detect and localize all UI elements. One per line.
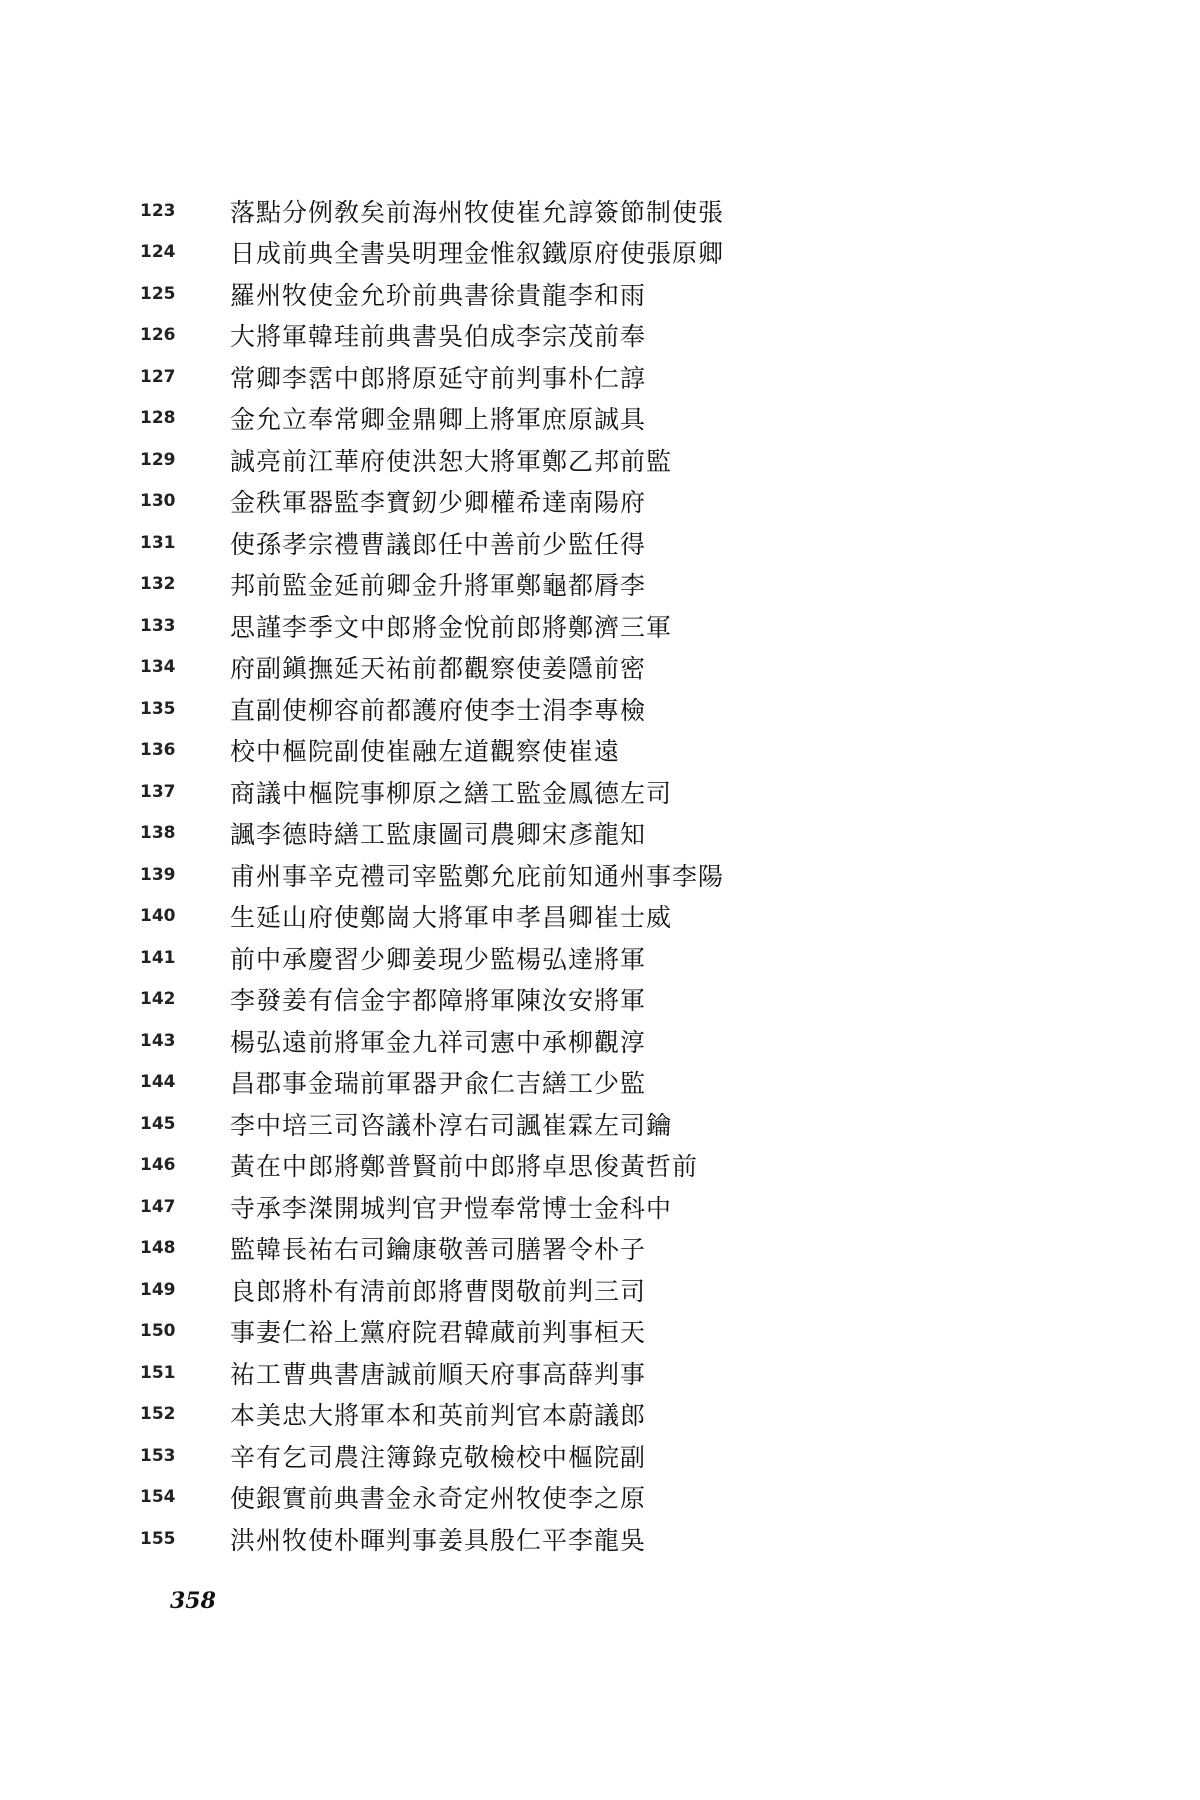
text-line — [140, 1518, 780, 1560]
line-text: 金允立奉常卿金鼎卿上將軍庶原誠具 — [230, 405, 647, 435]
line-number: 145 — [140, 1113, 176, 1134]
line-number: 153 — [140, 1445, 176, 1466]
line-text: 洪州牧使朴暉判事姜具殷仁平李龍吳 — [230, 1525, 647, 1555]
page-number: 358 — [170, 1588, 216, 1614]
line-number: 130 — [140, 491, 176, 512]
text-line — [140, 315, 780, 357]
line-number: 129 — [140, 449, 176, 470]
text-line — [140, 564, 780, 606]
text-line — [140, 356, 780, 398]
text-line — [140, 854, 780, 896]
line-number: 149 — [140, 1279, 176, 1300]
line-number: 134 — [140, 657, 176, 678]
text-line — [140, 647, 780, 689]
line-text: 誠亮前江華府使洪恕大將軍鄭乙邦前監 — [230, 446, 673, 476]
line-number: 133 — [140, 615, 176, 636]
line-text: 諷李德時繕工監康圖司農卿宋彥龍知 — [230, 820, 647, 850]
line-number: 150 — [140, 1321, 176, 1342]
text-line — [140, 937, 780, 979]
line-text: 大將軍韓珪前典書吳伯成李宗茂前奉 — [230, 322, 647, 352]
line-text: 常卿李霑中郎將原延守前判事朴仁諄 — [230, 363, 647, 393]
text-line — [140, 522, 780, 564]
text-line — [140, 1062, 780, 1104]
text-line — [140, 398, 780, 440]
line-text: 昌郡事金瑞前軍器尹兪仁吉繕工少監 — [230, 1069, 647, 1099]
line-text: 使銀實前典書金永奇定州牧使李之原 — [230, 1484, 647, 1514]
line-number: 123 — [140, 200, 176, 221]
line-number: 126 — [140, 325, 176, 346]
line-number: 146 — [140, 1155, 176, 1176]
line-number: 131 — [140, 532, 176, 553]
text-line — [140, 1103, 780, 1145]
line-text: 本美忠大將軍本和英前判官本蔚議郎 — [230, 1401, 647, 1431]
line-number: 154 — [140, 1487, 176, 1508]
line-number: 124 — [140, 242, 176, 263]
text-body — [140, 190, 780, 1560]
line-text: 金秩軍器監李寶釰少卿權希達南陽府 — [230, 488, 647, 518]
line-text: 辛有乞司農注簿錄克敬檢校中樞院副 — [230, 1442, 647, 1472]
text-line — [140, 439, 780, 481]
line-text: 校中樞院副使崔融左道觀察使崔遠 — [230, 737, 621, 767]
line-number: 135 — [140, 698, 176, 719]
line-text: 日成前典全書吳明理金惟叙鐵原府使張原卿 — [230, 239, 725, 269]
text-line — [140, 232, 780, 274]
line-number: 152 — [140, 1404, 176, 1425]
line-text: 前中承慶習少卿姜現少監楊弘達將軍 — [230, 944, 647, 974]
line-number: 128 — [140, 408, 176, 429]
line-number: 155 — [140, 1528, 176, 1549]
text-line — [140, 1269, 780, 1311]
text-line — [140, 1352, 780, 1394]
line-number: 151 — [140, 1362, 176, 1383]
line-number: 147 — [140, 1196, 176, 1217]
text-line — [140, 1186, 780, 1228]
line-text: 寺承李滐開城判官尹愷奉常博士金科中 — [230, 1193, 673, 1223]
line-text: 李發姜有信金宇都障將軍陳汝安將軍 — [230, 986, 647, 1016]
line-text: 羅州牧使金允玠前典書徐貴龍李和雨 — [230, 280, 647, 310]
text-line — [140, 1477, 780, 1519]
line-text: 落點分例敎矣前海州牧使崔允諄簽節制使張 — [230, 197, 725, 227]
line-text: 事妻仁裕上黨府院君韓蕆前判事桓天 — [230, 1318, 647, 1348]
text-line — [140, 273, 780, 315]
line-number: 137 — [140, 781, 176, 802]
text-line — [140, 771, 780, 813]
text-line — [140, 605, 780, 647]
line-text: 監韓長祐右司鑰康敬善司膳署令朴子 — [230, 1235, 647, 1265]
line-number: 140 — [140, 906, 176, 927]
line-text: 良郎將朴有淸前郎將曹閔敬前判三司 — [230, 1276, 647, 1306]
line-text: 思謹李季文中郎將金悅前郎將鄭濟三軍 — [230, 612, 673, 642]
line-number: 141 — [140, 947, 176, 968]
text-line — [140, 688, 780, 730]
text-line — [140, 1020, 780, 1062]
line-number: 127 — [140, 366, 176, 387]
line-text: 甫州事辛克禮司宰監鄭允庇前知通州事李陽 — [230, 861, 725, 891]
line-text: 商議中樞院事柳原之繕工監金鳳德左司 — [230, 778, 673, 808]
line-text: 楊弘遠前將軍金九祥司憲中承柳觀淳 — [230, 1027, 647, 1057]
line-number: 136 — [140, 740, 176, 761]
text-line — [140, 813, 780, 855]
text-line — [140, 190, 780, 232]
text-line — [140, 1435, 780, 1477]
text-line — [140, 1311, 780, 1353]
text-line — [140, 1145, 780, 1187]
line-number: 139 — [140, 864, 176, 885]
line-number: 138 — [140, 823, 176, 844]
line-number: 148 — [140, 1238, 176, 1259]
line-number: 142 — [140, 989, 176, 1010]
line-text: 邦前監金延前卿金升將軍鄭龜都脣李 — [230, 571, 647, 601]
line-text: 府副鎭撫延天祐前都觀察使姜隱前密 — [230, 654, 647, 684]
line-text: 黃在中郎將鄭普賢前中郎將卓思俊黃哲前 — [230, 1152, 699, 1182]
line-number: 125 — [140, 283, 176, 304]
line-text: 生延山府使鄭崗大將軍申孝昌卿崔士威 — [230, 903, 673, 933]
line-number: 143 — [140, 1030, 176, 1051]
text-line — [140, 481, 780, 523]
text-line — [140, 730, 780, 772]
line-text: 李中培三司咨議朴淳右司諷崔霖左司鑰 — [230, 1110, 673, 1140]
text-line — [140, 979, 780, 1021]
text-line — [140, 1228, 780, 1270]
line-number: 144 — [140, 1072, 176, 1093]
line-number: 132 — [140, 574, 176, 595]
text-line — [140, 1394, 780, 1436]
line-text: 直副使柳容前都護府使李士涓李專檢 — [230, 695, 647, 725]
line-text: 使孫孝宗禮曹議郎任中善前少監任得 — [230, 529, 647, 559]
line-text: 祐工曹典書唐誠前順天府事高薛判事 — [230, 1359, 647, 1389]
text-line — [140, 896, 780, 938]
